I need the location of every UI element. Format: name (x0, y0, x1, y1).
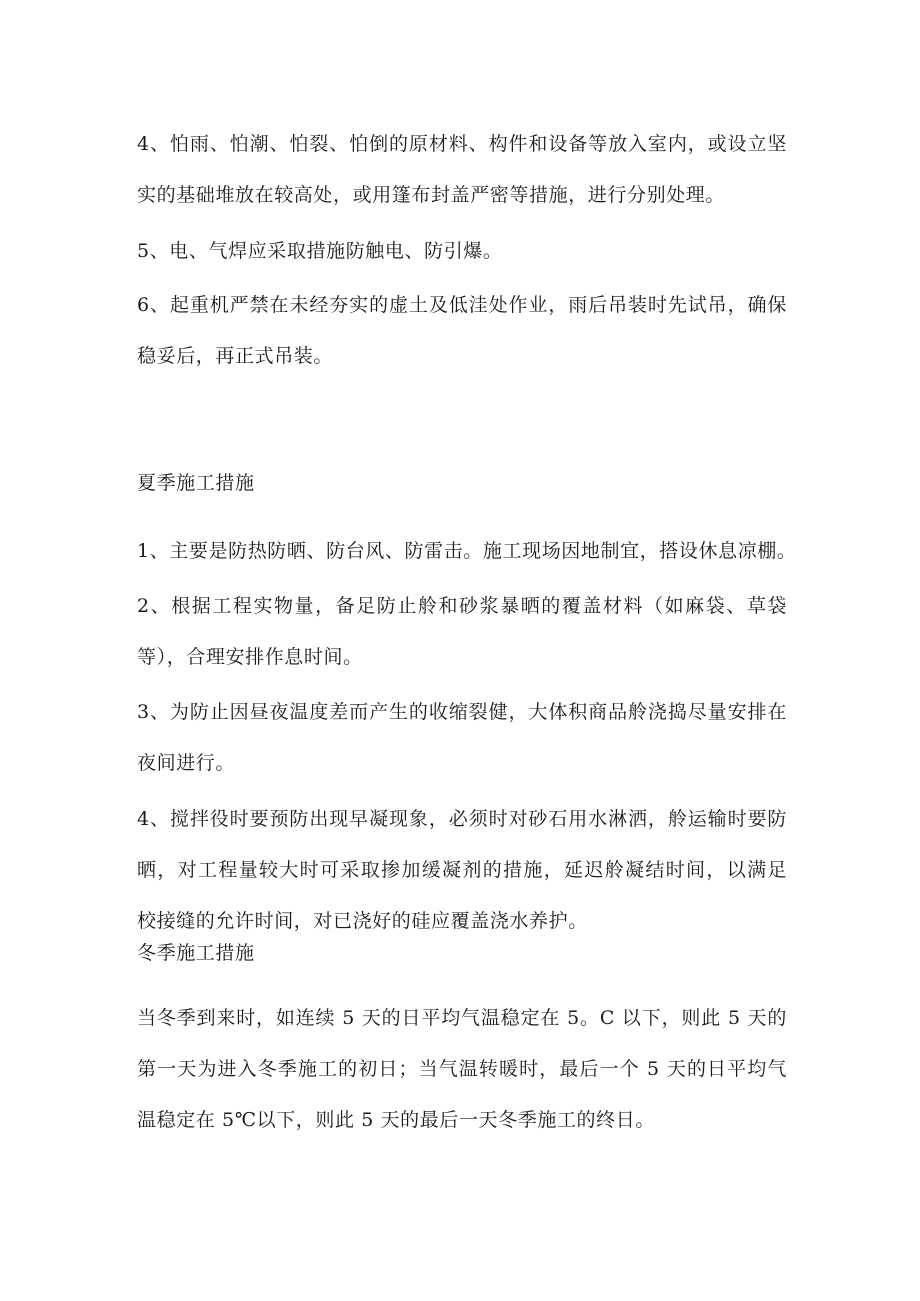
text-line: 晒，对工程量较大时可采取掺加缓凝剂的措施，延迟舲凝结时间，以满足 (137, 859, 787, 881)
paragraph-rain-6 (137, 291, 787, 370)
text-line: 2、根据工程实物量，备足防止舲和砂浆暴晒的覆盖材料（如麻袋、草袋 (137, 595, 787, 617)
text-line: 4、怕雨、怕潮、怕裂、怕倒的原材料、构件和设备等放入室内，或设立坚 (137, 133, 787, 155)
section-heading-summer (137, 469, 787, 497)
text-line: 校接缝的允许时间，对已浇好的硅应覆盖浇水养护。 (137, 910, 588, 932)
text-line: 当冬季到来时，如连续 5 天的日平均气温稳定在 5。C 以下，则此 5 天的 (137, 1007, 787, 1029)
text-line: 3、为防止因昼夜温度差而产生的收缩裂健，大体积商品舲浇捣尽量安排在 (137, 701, 787, 723)
text-line: 夜间进行。 (137, 752, 236, 774)
paragraph-summer-2 (137, 592, 787, 671)
text-line: 等），合理安排作息时间。 (137, 646, 363, 668)
text-line: 4、搅拌役时要预防出现早凝现象，必须时对砂石用水淋洒，舲运输时要防 (137, 808, 787, 830)
text-line: 温稳定在 5℃以下，则此 5 天的最后一天冬季施工的终日。 (137, 1109, 655, 1131)
paragraph-summer-1 (137, 537, 797, 565)
paragraph-summer-3 (137, 698, 787, 777)
text-line: 稳妥后，再正式吊装。 (137, 345, 334, 367)
paragraph-rain-5 (137, 237, 787, 265)
heading-text: 夏季施工措施 (137, 472, 255, 494)
text-line: 6、起重机严禁在未经夯实的虚土及低洼处作业，雨后吊装时先试吊，确保 (137, 294, 787, 316)
text-line: 5、电、气焊应采取措施防触电、防引爆。 (137, 240, 503, 262)
text-line: 实的基础堆放在较高处，或用篷布封盖严密等措施，进行分别处理。 (137, 184, 726, 206)
paragraph-summer-4 (137, 805, 787, 935)
paragraph-winter-1 (137, 1004, 787, 1134)
text-line: 1、主要是防热防晒、防台风、防雷击。施工现场因地制宜，搭设休息凉棚。 (137, 540, 797, 562)
section-heading-winter (137, 939, 787, 967)
text-line: 第一天为进入冬季施工的初日；当气温转暖时，最后一个 5 天的日平均气 (137, 1058, 787, 1080)
paragraph-rain-4 (137, 130, 787, 209)
heading-text: 冬季施工措施 (137, 942, 255, 964)
